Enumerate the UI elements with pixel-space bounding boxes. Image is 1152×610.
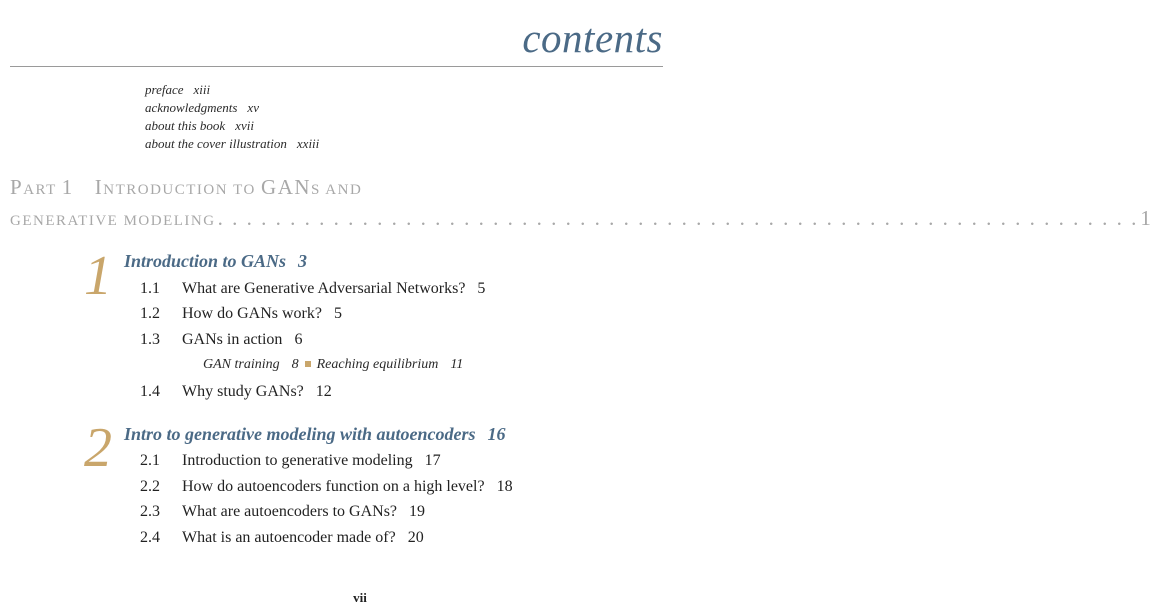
section-page: 12 <box>315 383 332 400</box>
part-heading[interactable] <box>10 175 660 200</box>
front-matter-list <box>145 81 319 153</box>
section-title: How do GANs work? <box>182 305 322 322</box>
section-entry[interactable] <box>140 503 425 521</box>
chapter-page: 3 <box>298 251 308 271</box>
part-title-segment-end: S AND <box>311 182 363 198</box>
section-entry[interactable] <box>140 383 332 401</box>
section-page: 19 <box>409 503 426 520</box>
section-page: 18 <box>496 478 513 495</box>
front-matter-page: xv <box>247 100 259 115</box>
subsection-title[interactable]: GAN training <box>203 357 280 372</box>
section-number: 2.1 <box>140 452 160 469</box>
front-matter-page: xiii <box>193 82 211 97</box>
part-title-gan: GAN <box>261 175 312 199</box>
front-matter-item[interactable] <box>145 135 319 153</box>
section-number: 2.2 <box>140 478 160 495</box>
part-label-rest: ART <box>23 182 57 198</box>
section-entry[interactable] <box>140 305 342 323</box>
chapter-number: 2 <box>84 417 112 479</box>
page-number-footer: vii <box>353 590 367 605</box>
part-heading-line2[interactable] <box>10 206 1152 231</box>
page-title: contents <box>522 15 663 61</box>
section-entry[interactable] <box>140 478 513 496</box>
section-title: What is an autoencoder made of? <box>182 529 396 546</box>
part-label-initial: P <box>10 175 24 199</box>
front-matter-page: xxiii <box>296 136 320 151</box>
section-number: 2.4 <box>140 529 160 546</box>
section-number: 1.1 <box>140 280 160 297</box>
section-page: 17 <box>424 452 441 469</box>
chapter-title-text: Introduction to GANs <box>124 251 287 271</box>
section-title: GANs in action <box>182 331 283 348</box>
section-page: 6 <box>294 331 303 348</box>
front-matter-label: about this book <box>145 118 226 133</box>
part-number: 1 <box>61 175 74 199</box>
section-title: Why study GANs? <box>182 383 304 400</box>
front-matter-label: preface <box>145 82 184 97</box>
subsection-title[interactable]: Reaching equilibrium <box>316 357 439 372</box>
section-entry[interactable] <box>140 452 441 470</box>
chapter-title-text: Intro to generative modeling with autoencoders <box>124 424 476 444</box>
front-matter-item[interactable] <box>145 99 319 117</box>
section-entry[interactable] <box>140 331 302 349</box>
front-matter-page: xvii <box>235 118 254 133</box>
chapter-page: 16 <box>487 424 506 444</box>
front-matter-label: acknowledgments <box>145 100 238 115</box>
subsection-page: 8 <box>291 357 299 372</box>
front-matter-item[interactable] <box>145 117 319 135</box>
section-title: How do autoencoders function on a high level? <box>182 478 485 495</box>
section-number: 1.4 <box>140 383 160 400</box>
part-title-initial: I <box>94 175 104 199</box>
subsection-page: 11 <box>450 357 464 372</box>
chapter-number: 1 <box>84 245 112 307</box>
section-title: What are autoencoders to GANs? <box>182 503 398 520</box>
title-rule <box>10 66 663 67</box>
section-title: Introduction to generative modeling <box>182 452 413 469</box>
section-title: What are Generative Adversarial Networks? <box>182 280 466 297</box>
chapter-title[interactable] <box>124 251 307 272</box>
subsection-line <box>203 357 463 373</box>
section-number: 1.2 <box>140 305 160 322</box>
front-matter-item[interactable] <box>145 81 319 99</box>
dot-leader: . . . . . . . . . . . . . . . . . . . . . . . . . . . . . . . . . . . . . . . . . . . . . . . . . . . . . . . . . . . . . . . . <box>217 206 1139 230</box>
front-matter-label: about the cover illustration <box>145 136 287 151</box>
section-number: 2.3 <box>140 503 160 520</box>
section-number: 1.3 <box>140 331 160 348</box>
section-page: 5 <box>477 280 486 297</box>
part-page: 1 <box>1140 206 1152 230</box>
section-page: 20 <box>407 529 424 546</box>
square-bullet-icon <box>305 361 311 367</box>
part-title-segment: NTRODUCTION TO <box>103 182 262 198</box>
chapter-title[interactable] <box>124 424 506 445</box>
part-title-line2: GENERATIVE MODELING <box>10 213 216 229</box>
section-entry[interactable] <box>140 529 424 547</box>
section-page: 5 <box>333 305 342 322</box>
section-entry[interactable] <box>140 280 485 298</box>
